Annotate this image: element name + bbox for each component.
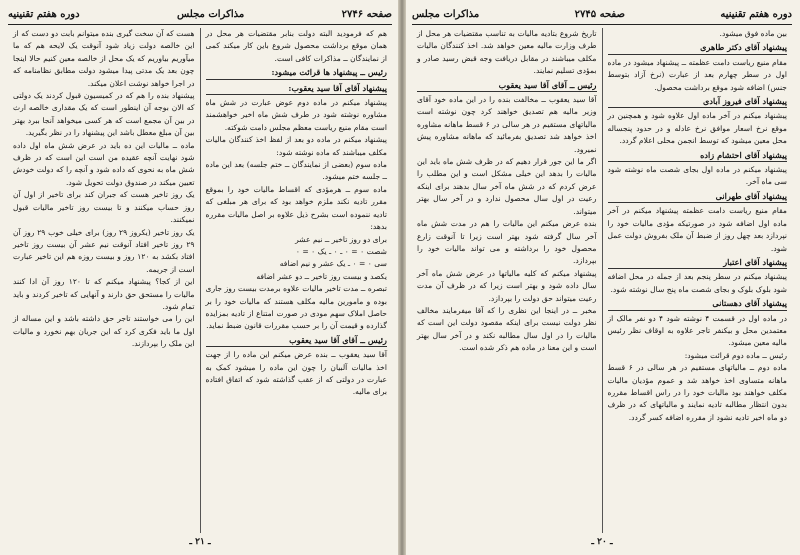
- text-columns: [8, 28, 392, 533]
- session-label: دوره هفتم تقنینیه: [720, 8, 792, 20]
- paragraph: این از کجا؟ پیشنهاد میکنم که تا ۱۲۰ روز آن ادا کنند مالیات را مستحق حق دارند و آنهایی که تاخیر کردند و باید تمام شود.: [13, 277, 195, 311]
- paragraph: مقام منیع ریاست دامت عظمته ــ پیشنهاد میشود در ماده اول در سطر چهارم بعد از عبارت (نرخ آزاد بتوسط جنس) اضافه شود موقع برداشت محصول.: [607, 57, 787, 92]
- paragraph: تبصره ــ مدت تاخیر مالیات علاوه برمدت بیست روز جاری بوده و مامورین مالیه مکلف هستند که مالیات خود را بر حاصل املاک سهم مودی در صورت امتناع از تادیه بمزایده گذارده و قیمت آن را بر حسب مقررات قانون ضبط نماید.: [205, 284, 387, 331]
- section-heading: پیشنهاد آقای فیروز آبادی: [608, 95, 788, 108]
- paragraph: یکصد و بیست روز تاخیر ــ دو عشر اضافه: [256, 271, 387, 281]
- column-inner: [412, 28, 603, 533]
- paragraph: پیشنهاد میکنم که کلیه مالیاتها در عرض شش ماه آخر سال داده شود و بهتر است زیرا که در ظرف آن مدت رعیت میتواند حق دولت را بپردازد.: [417, 268, 597, 303]
- paragraph: آقا سید یعقوب ــ بنده عرض میکنم این ماده را از جهت اخذ مالیات آلبیان را چون این ماده را میشود کمک به عبارت در دولتی که از عقب گذاشته شود که اتفاق افتاده برای مالیه.: [205, 350, 387, 397]
- paragraph: هم که فرمودید البته دولت بنابر مقتضیات هر محل در همان موقع برداشت محصول شروع باین کار میکند کمی از نمایندگان ــ مذاکرات کافی است.: [205, 29, 387, 63]
- journal-title: مذاکرات مجلس: [412, 8, 480, 20]
- page-right: [404, 0, 800, 555]
- paragraph: یک روز تاخیر (یکروز ۲۹ روز) برای خیلی خوب ۲۹ روز آن ۲۹ روز تاخیر افتاد آنوقت نیم عشر آن بیست روز تاخیر افتاد بکشد به ۱۲۰ روز و بیست روزه هم این تاخیر عبارت است از جریمه.: [13, 227, 195, 274]
- column-outer: [603, 28, 793, 533]
- text-columns: [412, 28, 792, 533]
- column-outer: [8, 28, 201, 533]
- section-heading: پیشنهاد آقای طهرانی: [608, 190, 788, 203]
- paragraph: اگر ما این جور قرار دهیم که در ظرف شش ماه باید این مالیات را بدهد این خیلی مشکل است و این مطلب را عرض کردم که در شش ماه آخر سال بدهند برای اینکه رعیت در اول سال محصول ندارد و در آخر سال بهتر میتواند.: [417, 157, 597, 216]
- paragraph: مقام منیع ریاست دامت عظمته پیشنهاد میکنم در آخر ماده اول اضافه شود در صورتیکه مؤدی مالیات خود را نپردازد بعد چهل روز از ضبط آن ملک بفروش دولت عمل شود.: [607, 206, 787, 253]
- paragraph: پیشنهاد میکنم در ماده دوم عوض عبارت در شش ماه مشاوره نوشته شود در طرف شش ماه اخیر خواهشمند است مقام منیع ریاست معظم مجلس دامت شوکته.: [205, 98, 387, 132]
- page-header: [412, 4, 792, 25]
- journal-title: مذاکرات مجلس: [177, 8, 245, 20]
- paragraph: سی ۰ = ۰ ـ یک عشر و نیم اضافه: [279, 259, 387, 269]
- paragraph: آقا سید یعقوب ــ مخالفت بنده را در این ماده خود آقای وزیر مالیه هم تصدیق خواهند کرد چون نوشته است مالیاتهای مستقیم در هر سالی در ۶ قسط ماهانه مشاوره اخذ خواهد شد تصدیق بفرمائید که ماهانه مشاوره پیش نمیرود.: [417, 95, 597, 154]
- paragraph: رئیس ــ ماده دوم قرائت میشود:: [684, 350, 787, 360]
- paragraph: بین ماده فوق میشود.: [719, 29, 787, 38]
- section-heading: پیشنهاد آقای دکتر طاهری: [608, 41, 788, 54]
- paragraph: تاریخ شروع بتادیه مالیات به تناسب مقتضیات هر محل از طرف وزارت مالیه معین خواهد شد. اخذ کنندگان مالیات مکلف میباشند در مقابل دریافت وجه قبض رسید صادر و بمؤدی تسلیم نمایند.: [417, 29, 597, 76]
- paragraph: پیشنهاد بنده را هم که در کمیسیون قبول کردند یک دولتی که الان بوجه آن اینطور است که یک مقداری خالصه ارث در بین آن مجمع است که هر کسی میخواهد آنجا ببرد بهتر بین آن مبلغ معطل باشد این پیشنهاد را در نظر بگیرید.: [13, 91, 195, 138]
- session-label: دوره هفتم تقنینیه: [8, 8, 80, 20]
- paragraph: ماده ــ مالیات این ده باید در عرض شش ماه اول داده شود نهایت آنچه عقیده من است این است که در ظرف شش ماه به نحوی که داده شود و آنچه را که دولت خودش تعیین میکند در صندوق دولت تحویل شود.: [13, 140, 195, 187]
- section-heading: پیشنهاد آقای اعتبار: [608, 256, 788, 269]
- page-footer-number: ـ ۲۰ ـ: [591, 537, 613, 547]
- paragraph: ماده سوم (بعضی از نمایندگان ــ ختم جلسه) بعد این ماده ــ جلسه ختم میشود.: [205, 160, 387, 182]
- section-heading: رئیس ــ آقای آقا سید یعقوب: [206, 334, 388, 347]
- section-heading: پیشنهاد آقای آقا سید یعقوب:: [206, 82, 388, 95]
- section-heading: رئیس ــ پیشنهاد ها قرائت میشود:: [206, 66, 388, 79]
- page-header: [8, 4, 392, 25]
- paragraph: این را می خواستند تاجر حق داشته باشد و این مساله از اول ما باید فکری کرد که این جریان بهم نخورد و مالیات این ملک را بپردازند.: [13, 314, 195, 349]
- paragraph: هست که آن سخت گیری بنده میتوانم بابت دو دست که از این خالصه دولت زیاد شود آنوقت یک لایحه هم که ما میآوریم بیاوریم که یک محل از خالصه معین کنیم حالا اینجا چون بعد یک مدتی پیدا میشود دولت مطابق نظامنامه که در اجرا خواهد نوشت اعلان میکند.: [13, 29, 195, 88]
- page-footer-number: ـ ۲۱ ـ: [189, 537, 211, 547]
- paragraph: ماده دوم ــ مالیاتهای مستقیم در هر سالی در ۶ قسط ماهانه متساوی اخذ خواهد شد و عموم مؤدیان مالیات مکلف خواهند بود مالیات خود را در راس اقساط مقرره بدون انتظار مطالبه تادیه نمایند و مالیاتهای که در ظرف دو ماه اخیر تادیه نشود از مقرره اضافه کسر گردد.: [607, 363, 787, 422]
- paragraph: پیشنهاد میکنم در آخر ماده اول علاوه شود و همچنین در موقع نرخ اسعار موافق نرخ عادله و در حدود پنجساله محل معین میشود که توسط انجمن محلی اعلام گردد.: [607, 111, 787, 146]
- paragraph: شصت ۰ = ۰ ـ ۰ ـ یک ۰ = ۰: [295, 246, 387, 256]
- section-heading: پیشنهاد آقای احتشام زاده: [608, 149, 788, 162]
- paragraph: بنده عرض میکنم این مالیات را هم در مدت شش ماه آخر سال گرفته شود بهتر است زیرا تا آنوقت زارع محصول خود را برداشته و می تواند مالیات خود را بپردازد.: [417, 219, 597, 266]
- section-heading: رئیس ــ آقای آقا سید یعقوب: [417, 79, 597, 92]
- paragraph: پیشنهاد میکنم در ماده اول بجای شصت ماه نوشته شود سی ماه آخر.: [607, 165, 787, 187]
- paragraph: پیشنهاد میکنم در سطر پنجم بعد از جمله در محل اضافه شود بلوک بلوک و بجای شصت ماه پنج سال نوشته شود.: [607, 272, 787, 294]
- page-number-label: صفحه ۲۷۴۵: [574, 8, 625, 20]
- paragraph: در ماده اول در قسمت ۴ نوشته شود ۴ دو نفر مالک از معتمدین محل و بیکنفر تاجر علاوه به اوقاف نظر رئیس مالیه معین میشود.: [607, 313, 787, 348]
- column-inner: [201, 28, 393, 533]
- section-heading: پیشنهاد آقای دهستانی: [608, 297, 788, 310]
- paragraph: برای دو روز تاخیر ــ نیم عشر: [295, 234, 387, 244]
- page-number-label: صفحه ۲۷۴۶: [341, 8, 392, 20]
- paragraph: پیشنهاد میکنم در ماده دو بعد از لفظ اخذ کنندگان مالیات مکلف میباشند که ماده نوشته شود:: [205, 135, 387, 157]
- paragraph: ماده سوم ــ هرمؤدی که اقساط مالیات خود را بموقع مقرر تادیه نکند ملزم خواهد بود که برای هر مبلغی که تادیه ننموده است بشرح ذیل علاوه بر اصل مالیات مقرره بدهد:: [205, 184, 387, 232]
- paragraph: مخبر ــ در اینجا این نظری را که آقا میفرمایند مخالف نظر دولت نیست برای اینکه مقصود دولت این است که مالیات را در اول سال مطالبه نکند و در آخر سال بهتر است و این معنا در ماده هم ذکر شده است.: [417, 305, 597, 353]
- paragraph: یک روز تاخیر هست که جبران کند برای تاخیر از اول آن روز حساب میکنند و تا بیست روز تاخیر مالیات قبول نمیکنند.: [13, 190, 195, 225]
